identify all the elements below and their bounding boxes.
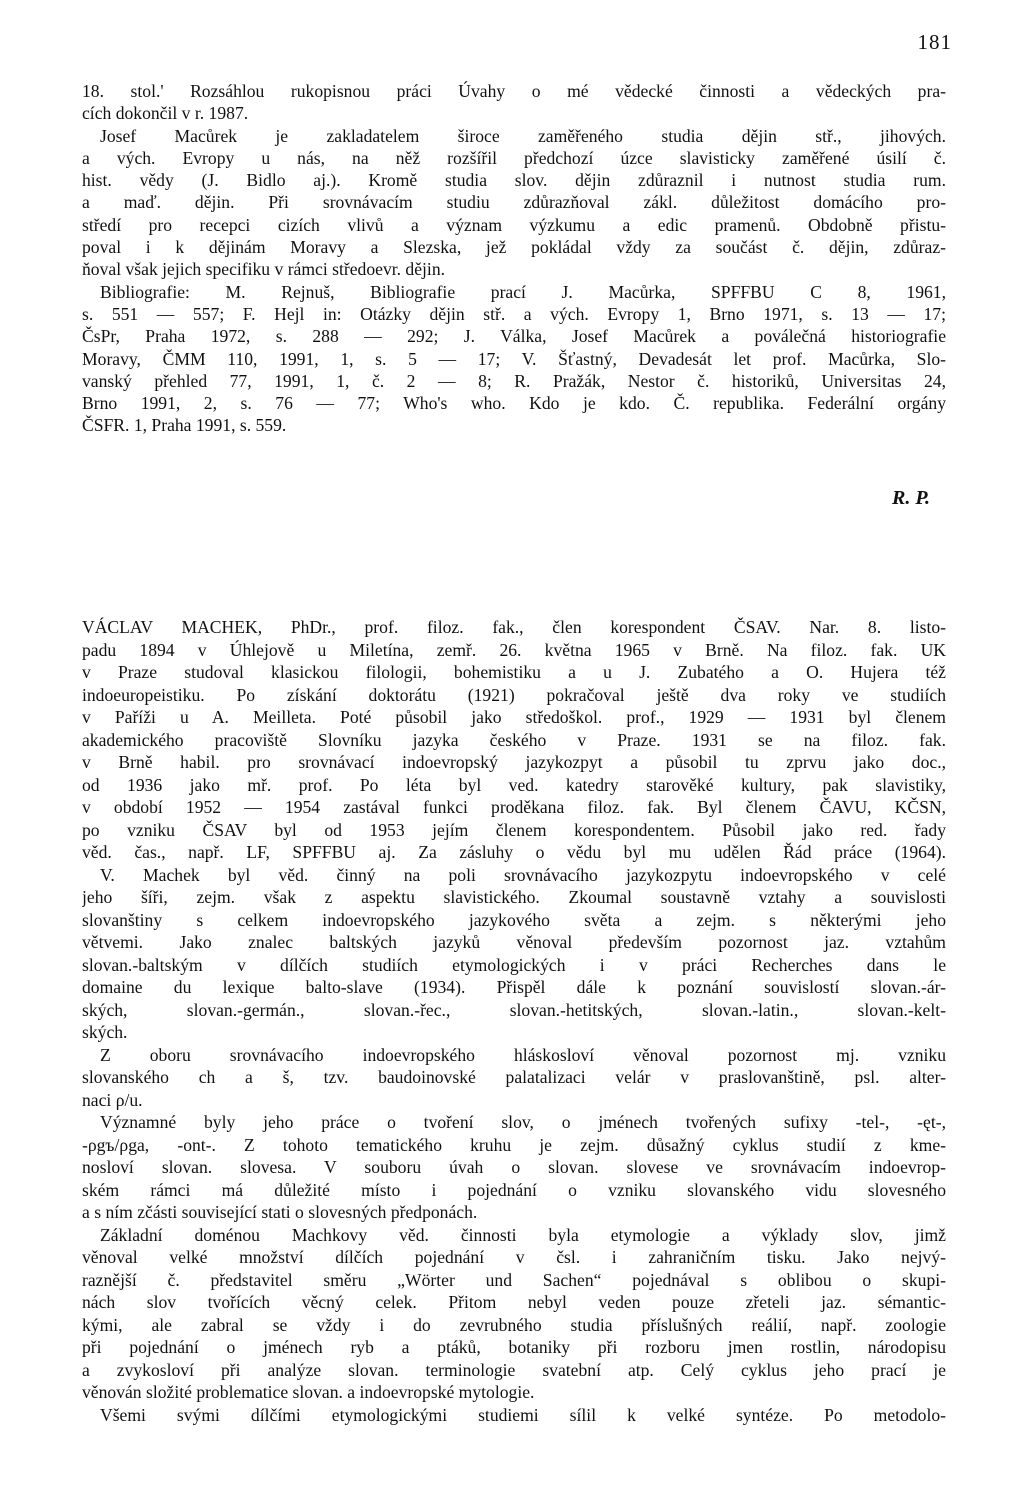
text-line: Významné byly jeho práce o tvoření slov, o jménech tvořených sufixy -tel-, -ęt-, [100,1112,946,1132]
text-line: slovanského ch a š, tzv. baudoinovské palatalizaci velár v praslovanštině, psl. alter- [82,1067,946,1087]
bibliography-line: s. 551 — 557; F. Hejl in: Otázky dějin stř. a vých. Evropy 1, Brno 1971, s. 13 — 17; [82,303,946,324]
text-line: Josef Macůrek je zakladatelem široce zaměřeného studia dějin stř., jihových. [100,125,946,146]
text-line: věd. čas., např. LF, SPFFBU aj. Za zásluhy o vědu byl mu udělen Řád práce (1964). [82,842,946,862]
text-line: středí pro recepci cizích vlivů a význam výzkumu a edic pramenů. Obdobně přistu- [82,214,946,235]
text-line: naci ρ/u. [82,1089,143,1110]
text-line: Všemi svými dílčími etymologickými studiemi sílil k velké syntéze. Po metodolo- [100,1404,946,1425]
text-line: Základní doménou Machkovy věd. činnosti byla etymologie a výklady slov, jimž [100,1224,946,1245]
text-line: po vzniku ČSAV byl od 1953 jejím členem korespondentem. Působil jako red. řady [82,819,946,840]
text-line: slovanštiny s celkem indoevropského jazykového světa a zejm. s některými jeho [82,909,946,930]
text-line: v období 1952 — 1954 zastával funkci proděkana filoz. fak. Byl členem ČAVU, KČSN, [82,797,946,817]
text-line: 18. stol.' Rozsáhlou rukopisnou práci Úvahy o mé vědecké činnosti a vědeckých pra- [82,81,946,101]
text-line: kými, ale zabral se vždy i do zevrubného studia příslušných reálií, např. zoologie [82,1314,946,1335]
text-line: ských. [82,1022,128,1042]
text-line: při pojednání o jménech ryb a ptáků, botaniky při rozboru jmen rostlin, národopisu [82,1337,946,1357]
text-line: ňoval však jejich specifiku v rámci středoevr. dějin. [82,259,446,280]
entry-macurek-continuation [82,80,946,437]
text-line: -ρgъ/ρga, -ont-. Z tohoto tematického kruhu je zejm. důsažný cyklus studií z kme- [82,1134,946,1155]
text-line: cích dokončil v r. 1987. [82,103,249,124]
text-line: akademického pracoviště Slovníku jazyka českého v Praze. 1931 se na filoz. fak. [82,729,946,750]
text-line: v Praze studoval klasickou filologii, bohemistiku a u J. Zubatého a O. Hujera též [82,662,946,682]
text-line: indoeuropeistiku. Po získání doktorátu (1921) pokračoval ještě dva roky ve studiích [82,684,946,705]
text-line: ském rámci má důležité místo i pojednání o vzniku slovanského vidu slovesného [82,1179,946,1200]
text-line: větvemi. Jako znalec baltských jazyků věnoval především pozornost jaz. vztahům [82,932,946,952]
text-line: hist. vědy (J. Bidlo aj.). Kromě studia slov. dějin zdůraznil i nutnost studia rum. [82,170,946,191]
bibliography-line: Bibliografie: M. Rejnuš, Bibliografie prací J. Macůrka, SPFFBU C 8, 1961, [100,281,946,302]
text-line: od 1936 jako mř. prof. Po léta byl ved. katedry starověké kultury, pak slavistiky, [82,774,946,795]
page-number: 181 [917,30,952,54]
text-line: a zvykosloví při analýze slovan. terminologie svatební atp. Celý cyklus jeho prací je [82,1359,946,1380]
author-initials: R. P. [892,487,930,509]
text-line: a vých. Evropy u nás, na něž rozšířil předchozí úzce slavisticky zaměřené úsilí č. [82,147,946,168]
text-line: nách slov tvořících věcný celek. Přitom nebyl veden pouze zřeteli jaz. sémantic- [82,1292,946,1312]
text-line: v Brně habil. pro srovnávací indoevropský jazykozpyt a působil tu zprvu jako doc., [82,752,946,772]
text-line: Z oboru srovnávacího indoevropského hláskosloví věnoval pozornost mj. vzniku [100,1044,946,1065]
entry-machek [82,616,946,1426]
text-line: padu 1894 v Úhlejově u Miletína, zemř. 26. května 1965 v Brně. Na filoz. fak. UK [82,639,946,660]
text-line: a maď. dějin. Při srovnávacím studiu zdůrazňoval zákl. důležitost domácího pro- [82,192,946,213]
text-line: jeho šíři, zejm. však z aspektu slavistického. Zkoumal soustavně vztahy a souvislosti [82,887,946,907]
text-line: a s ním zčásti související stati o slovesných předponách. [82,1202,478,1222]
bibliography-line: Moravy, ČMM 110, 1991, 1, s. 5 — 17; V. Šťastný, Devadesát let prof. Macůrka, Slo- [82,348,946,369]
entry-heading-line: VÁCLAV MACHEK, PhDr., prof. filoz. fak., člen korespondent ČSAV. Nar. 8. listo- [82,617,946,637]
text-line: V. Machek byl věd. činný na poli srovnávacího jazykozpytu indoevropského v celé [100,864,946,885]
bibliography-line: ČsPr, Praha 1972, s. 288 — 292; J. Válka, Josef Macůrek a poválečná historiografie [82,326,946,347]
text-line: domaine du lexique balto-slave (1934). Přispěl dále k poznání souvislostí slovan.-ár- [82,977,946,997]
text-line: raznější č. představitel směru „Wörter und Sachen“ pojednával s oblibou o skupi- [82,1269,946,1290]
text-line: nosloví slovan. slovesa. V souboru úvah o slovan. slovese ve srovnávacím indoevrop- [82,1157,946,1177]
text-line: věnoval velké množství dílčích pojednání v čsl. i zahraničním tisku. Jako nejvý- [82,1247,946,1267]
bibliography-line: vanský přehled 77, 1991, 1, č. 2 — 8; R. Pražák, Nestor č. historiků, Universitas 24, [82,370,946,391]
bibliography-line: Brno 1991, 2, s. 76 — 77; Who's who. Kdo je kdo. Č. republika. Federální orgány [82,393,946,414]
bibliography-line: ČSFR. 1, Praha 1991, s. 559. [82,415,287,436]
text-line: poval i k dějinám Moravy a Slezska, jež pokládal vždy za součást č. dějin, zdůraz- [82,237,946,258]
text-line: ských, slovan.-germán., slovan.-řec., slovan.-hetitských, slovan.-latin., slovan.-kelt- [82,999,946,1020]
text-line: v Paříži u A. Meilleta. Poté působil jako středoškol. prof., 1929 — 1931 byl členem [82,707,946,727]
text-line: věnován složité problematice slovan. a indoevropské mytologie. [82,1382,535,1402]
text-line: slovan.-baltským v dílčích studiích etymologických i v práci Recherches dans le [82,954,946,975]
